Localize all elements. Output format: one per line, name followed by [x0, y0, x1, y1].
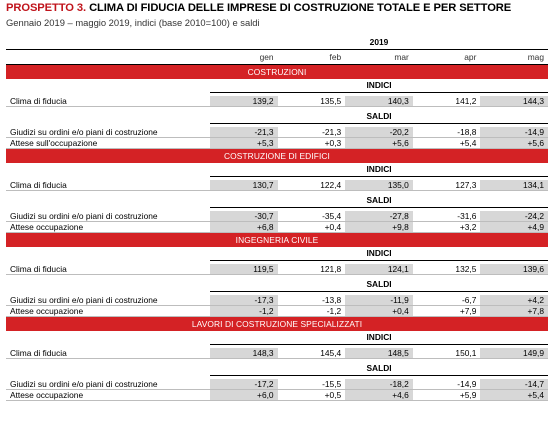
value-cell: 134,1: [480, 180, 548, 191]
table-row: [6, 180, 548, 191]
subsection-empty: [6, 163, 210, 177]
subsection-empty: [6, 247, 210, 261]
year-header-row: [6, 36, 548, 50]
subsection-header: SALDI: [210, 194, 548, 208]
value-cell: 144,3: [480, 96, 548, 107]
row-label: Clima di fiducia: [6, 180, 210, 191]
row-label: Attese occupazione: [6, 306, 210, 317]
value-cell: 139,2: [210, 96, 278, 107]
sector-header-row: [6, 65, 548, 80]
month-header-empty: [6, 50, 210, 65]
table-row: [6, 348, 548, 359]
value-cell: +4,2: [480, 295, 548, 306]
subsection-header: SALDI: [210, 110, 548, 124]
value-cell: 135,5: [278, 96, 346, 107]
value-cell: 130,7: [210, 180, 278, 191]
value-cell: -18,8: [413, 127, 481, 138]
value-cell: +0,4: [278, 222, 346, 233]
value-cell: -18,2: [345, 379, 413, 390]
subsection-header: SALDI: [210, 278, 548, 292]
subsection-row: [6, 362, 548, 376]
sector-header-row: [6, 317, 548, 332]
value-cell: +5,3: [210, 138, 278, 149]
sector-header-row: [6, 149, 548, 164]
table-body: [6, 36, 548, 401]
month-header: mag: [480, 50, 548, 65]
row-label: Giudizi su ordini e/o piani di costruzione: [6, 127, 210, 138]
value-cell: -6,7: [413, 295, 481, 306]
subsection-empty: [6, 110, 210, 124]
value-cell: +3,2: [413, 222, 481, 233]
value-cell: 135,0: [345, 180, 413, 191]
row-label: Giudizi su ordini e/o piani di costruzione: [6, 379, 210, 390]
value-cell: -13,8: [278, 295, 346, 306]
subsection-header: INDICI: [210, 247, 548, 261]
subsection-empty: [6, 79, 210, 93]
sector-header-row: [6, 233, 548, 248]
subsection-row: [6, 278, 548, 292]
month-header: mar: [345, 50, 413, 65]
row-label: Giudizi su ordini e/o piani di costruzione: [6, 211, 210, 222]
table-number-label: PROSPETTO 3.: [6, 2, 87, 14]
month-header-row: [6, 50, 548, 65]
subsection-row: [6, 110, 548, 124]
subsection-row: [6, 194, 548, 208]
value-cell: 148,3: [210, 348, 278, 359]
subsection-empty: [6, 278, 210, 292]
subsection-row: [6, 247, 548, 261]
table-title: [6, 2, 511, 14]
value-cell: -21,3: [210, 127, 278, 138]
value-cell: +5,6: [480, 138, 548, 149]
value-cell: 119,5: [210, 264, 278, 275]
value-cell: -14,9: [413, 379, 481, 390]
subsection-empty: [6, 331, 210, 345]
table-row: [6, 211, 548, 222]
subsection-header: INDICI: [210, 163, 548, 177]
value-cell: -1,2: [210, 306, 278, 317]
subsection-header: INDICI: [210, 79, 548, 93]
value-cell: -14,9: [480, 127, 548, 138]
value-cell: +0,5: [278, 390, 346, 401]
confidence-table: [6, 36, 548, 401]
row-label: Attese sull'occupazione: [6, 138, 210, 149]
value-cell: -27,8: [345, 211, 413, 222]
value-cell: +7,8: [480, 306, 548, 317]
table-row: [6, 138, 548, 149]
sector-header: LAVORI DI COSTRUZIONE SPECIALIZZATI: [6, 317, 548, 332]
year-header: 2019: [210, 36, 548, 50]
value-cell: -1,2: [278, 306, 346, 317]
subsection-header: INDICI: [210, 331, 548, 345]
table-row: [6, 295, 548, 306]
table-row: [6, 222, 548, 233]
subsection-row: [6, 331, 548, 345]
value-cell: +5,6: [345, 138, 413, 149]
month-header: feb: [278, 50, 346, 65]
value-cell: 148,5: [345, 348, 413, 359]
row-label: Clima di fiducia: [6, 264, 210, 275]
value-cell: 121,8: [278, 264, 346, 275]
sector-header: COSTRUZIONI: [6, 65, 548, 80]
value-cell: -15,5: [278, 379, 346, 390]
sector-header: INGEGNERIA CIVILE: [6, 233, 548, 248]
value-cell: -11,9: [345, 295, 413, 306]
sector-header: COSTRUZIONE DI EDIFICI: [6, 149, 548, 164]
table-row: [6, 379, 548, 390]
table-title-text: CLIMA DI FIDUCIA DELLE IMPRESE DI COSTRUZIONE TOTALE E PER SETTORE: [89, 2, 512, 14]
table-row: [6, 264, 548, 275]
value-cell: 132,5: [413, 264, 481, 275]
value-cell: 141,2: [413, 96, 481, 107]
month-header: apr: [413, 50, 481, 65]
row-label: Giudizi su ordini e/o piani di costruzione: [6, 295, 210, 306]
subsection-empty: [6, 194, 210, 208]
value-cell: -35,4: [278, 211, 346, 222]
value-cell: 122,4: [278, 180, 346, 191]
table-row: [6, 306, 548, 317]
value-cell: +5,4: [413, 138, 481, 149]
month-header: gen: [210, 50, 278, 65]
value-cell: -31,6: [413, 211, 481, 222]
value-cell: 150,1: [413, 348, 481, 359]
subsection-header: SALDI: [210, 362, 548, 376]
table-row: [6, 390, 548, 401]
value-cell: +9,8: [345, 222, 413, 233]
value-cell: -17,3: [210, 295, 278, 306]
value-cell: 149,9: [480, 348, 548, 359]
value-cell: +0,4: [345, 306, 413, 317]
value-cell: -24,2: [480, 211, 548, 222]
value-cell: 127,3: [413, 180, 481, 191]
value-cell: +6,0: [210, 390, 278, 401]
row-label: Attese occupazione: [6, 222, 210, 233]
value-cell: +5,9: [413, 390, 481, 401]
value-cell: +5,4: [480, 390, 548, 401]
value-cell: -20,2: [345, 127, 413, 138]
year-header-empty: [6, 36, 210, 50]
value-cell: -30,7: [210, 211, 278, 222]
value-cell: +4,9: [480, 222, 548, 233]
value-cell: +7,9: [413, 306, 481, 317]
table-row: [6, 127, 548, 138]
value-cell: +6,8: [210, 222, 278, 233]
table-subtitle: Gennaio 2019 – maggio 2019, indici (base 2010=100) e saldi: [6, 17, 260, 28]
subsection-empty: [6, 362, 210, 376]
row-label: Clima di fiducia: [6, 96, 210, 107]
table-row: [6, 96, 548, 107]
value-cell: 140,3: [345, 96, 413, 107]
subsection-row: [6, 79, 548, 93]
value-cell: +0,3: [278, 138, 346, 149]
row-label: Attese occupazione: [6, 390, 210, 401]
row-label: Clima di fiducia: [6, 348, 210, 359]
value-cell: -14,7: [480, 379, 548, 390]
value-cell: -17,2: [210, 379, 278, 390]
value-cell: 124,1: [345, 264, 413, 275]
subsection-row: [6, 163, 548, 177]
value-cell: +4,6: [345, 390, 413, 401]
value-cell: 145,4: [278, 348, 346, 359]
value-cell: -21,3: [278, 127, 346, 138]
value-cell: 139,6: [480, 264, 548, 275]
